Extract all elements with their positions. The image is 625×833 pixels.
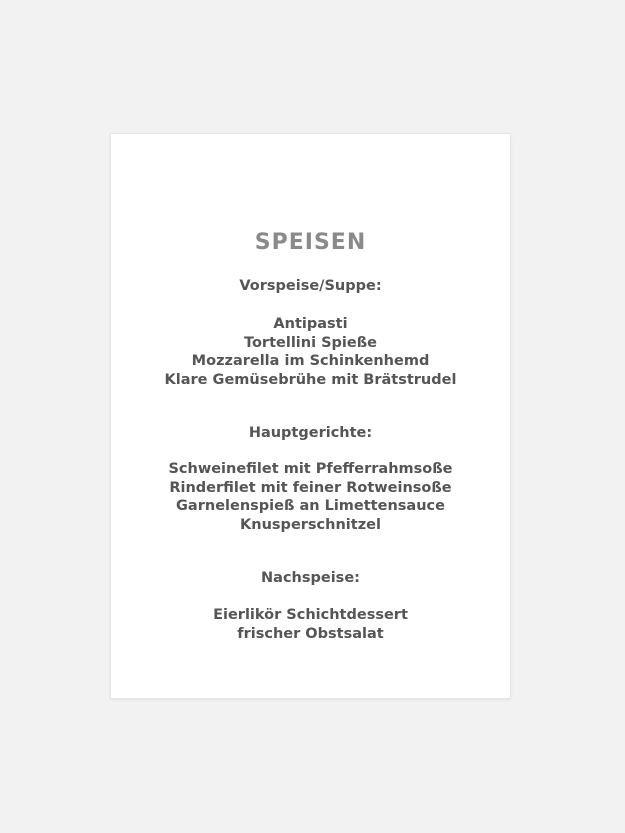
list-item: frischer Obstsalat — [237, 625, 384, 642]
starters-list — [111, 315, 510, 389]
list-item: Schweinefilet mit Pfefferrahmsoße — [168, 461, 453, 477]
list-item: Klare Gemüsebrühe mit Brätstrudel — [164, 371, 457, 388]
list-item: Antipasti — [273, 316, 348, 332]
section-heading-starters: Vorspeise/Suppe: — [239, 278, 382, 294]
menu-title: SPEISEN — [254, 230, 367, 255]
desserts-list — [111, 606, 510, 643]
list-item: Eierlikör Schichtdessert — [213, 607, 408, 623]
section-heading-desserts: Nachspeise: — [261, 570, 360, 586]
list-item: Garnelenspieß an Limettensauce — [176, 498, 445, 514]
main-courses-list — [111, 460, 510, 534]
list-item: Tortellini Spieße — [244, 334, 377, 351]
menu-card — [111, 134, 510, 698]
list-item: Mozzarella im Schinkenhemd — [191, 353, 430, 369]
list-item: Knusperschnitzel — [240, 516, 381, 533]
section-heading-main-courses: Hauptgerichte: — [248, 425, 373, 441]
list-item: Rinderfilet mit feiner Rotweinsoße — [169, 479, 452, 496]
